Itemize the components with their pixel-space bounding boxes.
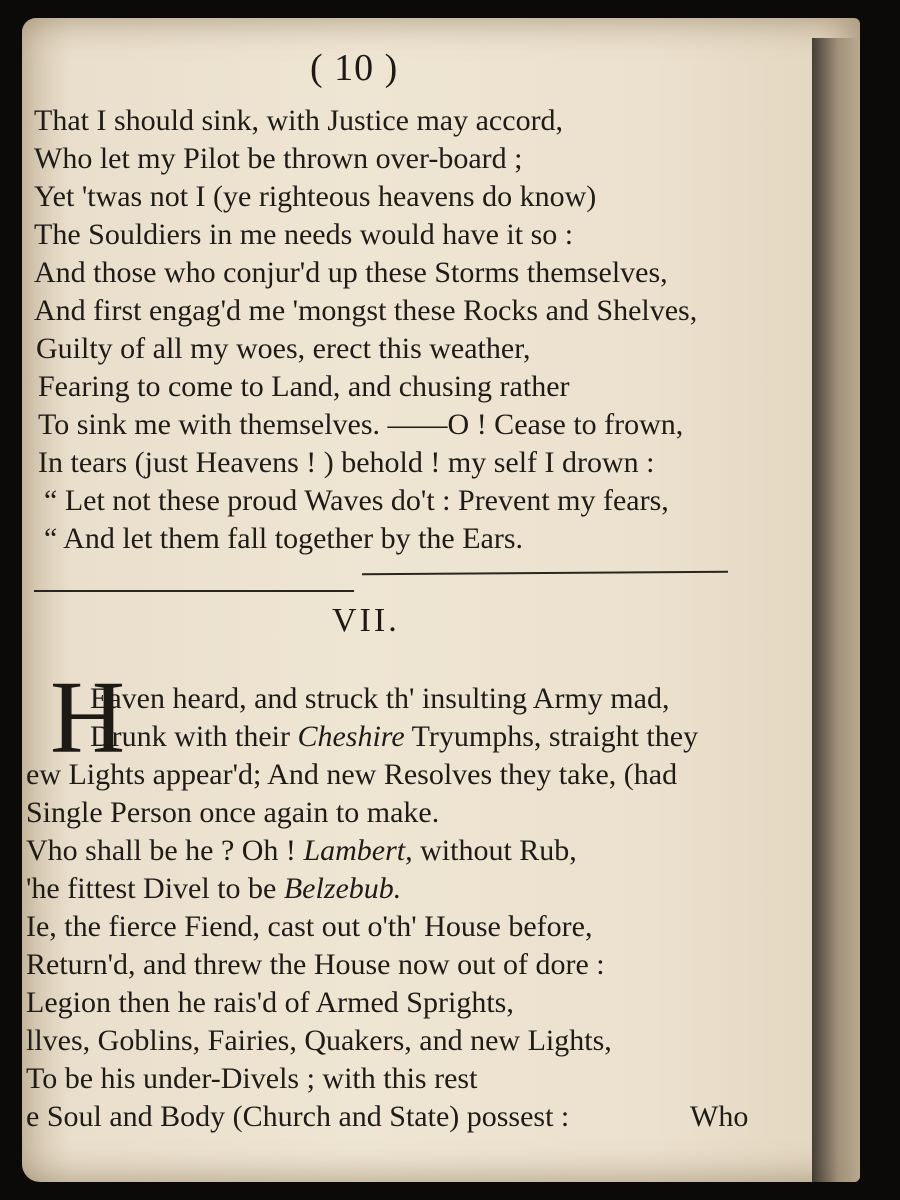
verse-line: And first engag'd me 'mongst these Rocks and Shelves, xyxy=(34,294,698,327)
verse-line xyxy=(90,720,698,754)
verse-line: Legion then he rais'd of Armed Sprights, xyxy=(26,986,514,1019)
verse-line: Yet 'twas not I (ye righteous heavens do know) xyxy=(34,180,597,213)
verse-line: ew Lights appear'd; And new Resolves they take, (had xyxy=(26,758,678,791)
section-heading: VII. xyxy=(332,602,400,639)
catchword: Who xyxy=(690,1100,749,1133)
verse-line: Eaven heard, and struck th' insulting Army mad, xyxy=(90,682,670,715)
verse-line: “ Let not these proud Waves do't : Prevent my fears, xyxy=(44,484,669,517)
section-rule xyxy=(34,590,354,592)
verse-line: The Souldiers in me needs would have it so : xyxy=(34,218,574,251)
verse-line: That I should sink, with Justice may accord, xyxy=(34,104,564,137)
section-rule xyxy=(362,571,728,576)
verse-line: Single Person once again to make. xyxy=(26,796,440,829)
verse-italic: Cheshire xyxy=(297,720,405,753)
verse-line: Fearing to come to Land, and chusing rather xyxy=(38,370,570,403)
verse-line: Ie, the fierce Fiend, cast out o'th' House before, xyxy=(26,910,593,943)
verse-text: without Rub, xyxy=(420,834,577,867)
verse-line: Who let my Pilot be thrown over-board ; xyxy=(34,142,523,175)
verse-line: To sink me with themselves. ——O ! Cease to frown, xyxy=(38,408,684,441)
verse-text: 'he fittest Divel to be xyxy=(26,872,277,905)
verse-line: llves, Goblins, Fairies, Quakers, and new Lights, xyxy=(26,1024,612,1057)
verse-italic: Belzebub. xyxy=(283,872,402,905)
verse-line xyxy=(26,872,401,906)
page-number: ( 10 ) xyxy=(310,47,399,89)
verse-line: And those who conjur'd up these Storms themselves, xyxy=(34,256,668,289)
verse-italic: Lambert, xyxy=(303,834,413,867)
verse-text: Tryumphs, straight they xyxy=(411,720,699,753)
verse-text: Drunk with their xyxy=(90,720,290,753)
verse-line: In tears (just Heavens ! ) behold ! my self I drown : xyxy=(38,446,655,479)
verse-text: Vho shall be he ? Oh ! xyxy=(26,834,296,867)
verse-line: Guilty of all my woes, erect this weather, xyxy=(36,332,531,365)
page-edge xyxy=(812,38,860,1182)
verse-line: e Soul and Body (Church and State) possest : xyxy=(26,1100,570,1133)
verse-line: “ And let them fall together by the Ears. xyxy=(44,522,524,555)
verse-line: Return'd, and threw the House now out of dore : xyxy=(26,948,605,981)
drop-cap: H xyxy=(50,660,126,775)
verse-line xyxy=(26,834,577,868)
verse-line: To be his under-Divels ; with this rest xyxy=(26,1062,478,1095)
book-page xyxy=(22,18,860,1182)
